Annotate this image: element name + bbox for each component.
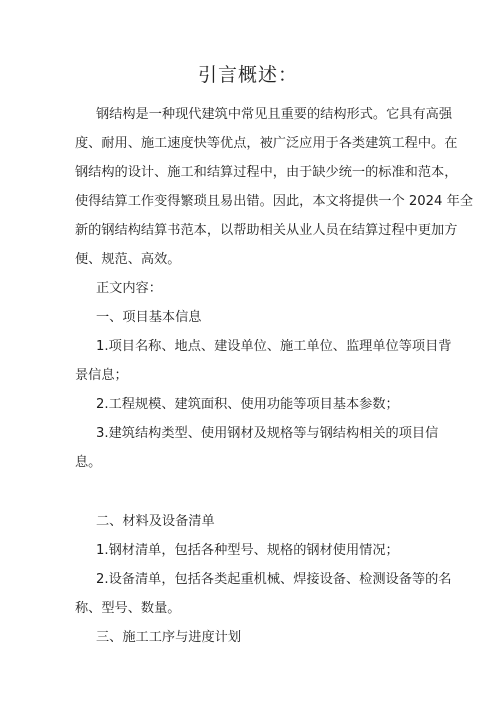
section-2-item-2-line-1: 2.设备清单，包括各类起重机械、焊接设备、检测设备等的名	[96, 572, 452, 587]
intro-line-5: 新的钢结构结算书范本，以帮助相关从业人员在结算过程中更加方	[75, 223, 458, 238]
section-2-item-2-line-2: 称、型号、数量。	[75, 601, 181, 616]
section-1-heading: 一、项目基本信息	[96, 310, 202, 325]
section-2-heading: 二、材料及设备清单	[96, 514, 215, 529]
intro-line-6: 便、规范、高效。	[75, 252, 181, 267]
section-1-item-2: 2.工程规模、建筑面积、使用功能等项目基本参数；	[96, 397, 399, 412]
section-1-item-1-line-2: 景信息；	[75, 368, 128, 383]
section-2-item-1: 1.钢材清单，包括各种型号、规格的钢材使用情况；	[96, 543, 399, 558]
intro-line-1: 钢结构是一种现代建筑中常见且重要的结构形式。它具有高强	[96, 107, 453, 122]
intro-line-3: 钢结构的设计、施工和结算过程中，由于缺少统一的标准和范本，	[75, 165, 458, 180]
section-3-heading: 三、施工工序与进度计划	[96, 630, 242, 645]
section-1-item-1-line-1: 1.项目名称、地点、建设单位、施工单位、监理单位等项目背	[96, 339, 452, 354]
intro-line-4: 使得结算工作变得繁琐且易出错。因此，本文将提供一个 2024 年全	[75, 194, 474, 209]
section-1-item-3-line-2: 息。	[75, 455, 102, 470]
body-label: 正文内容：	[96, 281, 162, 296]
section-1-item-3-line-1: 3.建筑结构类型、使用钢材及规格等与钢结构相关的项目信	[96, 426, 439, 441]
document-title: 引言概述：	[197, 64, 298, 86]
intro-line-2: 度、耐用、施工速度快等优点，被广泛应用于各类建筑工程中。在	[75, 136, 458, 151]
